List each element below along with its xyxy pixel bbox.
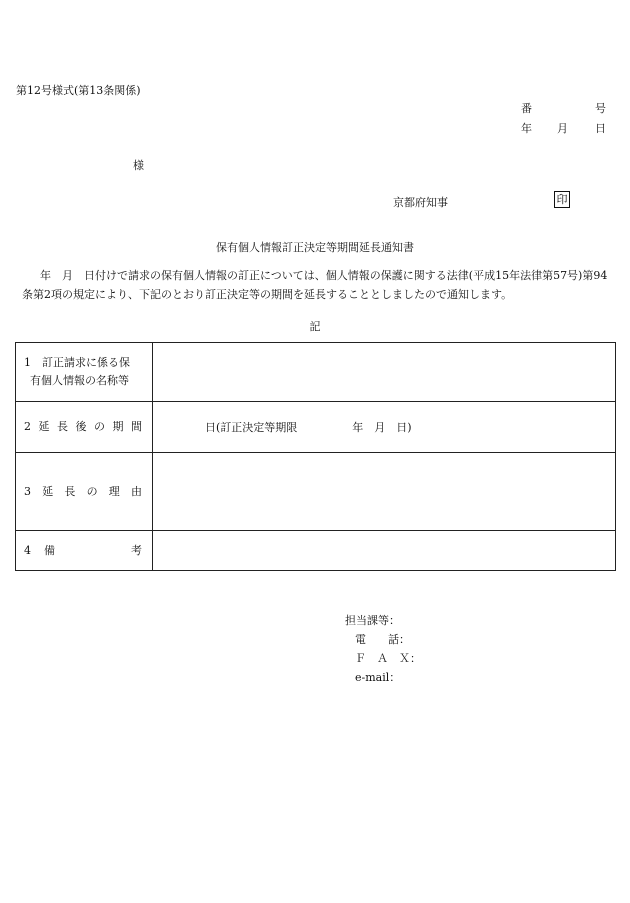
contact-email: e-mail： <box>355 671 401 684</box>
number-label: 番 <box>521 102 532 115</box>
label-char: 後 <box>75 420 87 433</box>
row-value-remarks[interactable] <box>153 531 616 571</box>
label-char: 備 <box>44 543 55 557</box>
row-label-remarks <box>16 531 153 571</box>
table-row <box>16 453 616 531</box>
label-char: 間 <box>131 420 142 433</box>
contact-block <box>345 611 421 687</box>
row-number: 2 <box>24 420 31 433</box>
details-table <box>15 342 616 571</box>
label-char: 延 <box>38 420 50 433</box>
label-line: 有個人情報の名称等 <box>30 374 129 387</box>
row-label-reason <box>16 453 153 531</box>
row-number: 4 <box>24 543 31 557</box>
date-month-label: 月 <box>557 122 568 135</box>
row-number: 3 <box>24 484 31 498</box>
row-value-subject[interactable] <box>153 343 616 402</box>
row-label-subject <box>16 343 153 402</box>
label-char: 延 <box>42 484 54 498</box>
contact-dept: 担当課等： <box>345 614 400 627</box>
label-char: 理 <box>108 484 120 498</box>
label-char: 期 <box>112 420 124 433</box>
label-char: 考 <box>131 543 142 557</box>
row-label-period <box>16 402 153 453</box>
contact-tel: 電 話： <box>355 633 410 646</box>
number-suffix: 号 <box>595 102 606 115</box>
label-char: 長 <box>57 420 68 433</box>
table-row <box>16 531 616 571</box>
label-char: 由 <box>130 484 142 498</box>
notice-body: 年 月 日付けで請求の保有個人情報の訂正については、個人情報の保護に関する法律(平成15年法律第57号)第94条第2項の規定により、下記のとおり訂正決定等の期間を延長することとしましたので通知します。 <box>22 269 608 301</box>
row-value-reason[interactable] <box>153 453 616 531</box>
addressee-suffix: 様 <box>133 159 144 172</box>
issuer-name: 京都府知事 <box>393 196 448 209</box>
label-char: 長 <box>64 484 76 498</box>
table-row <box>16 343 616 402</box>
date-year-label: 年 <box>521 122 532 135</box>
label-line: 1 訂正請求に係る保 <box>24 356 130 369</box>
date-day-label: 日 <box>595 122 606 135</box>
document-title: 保有個人情報訂正決定等期間延長通知書 <box>216 241 414 254</box>
table-row <box>16 402 616 453</box>
row-value-period[interactable]: 日(訂正決定等期限 年 月 日) <box>153 402 616 453</box>
label-char: の <box>86 484 98 498</box>
form-number: 第12号様式(第13条関係) <box>16 84 141 97</box>
seal-box: 印 <box>554 191 570 208</box>
contact-fax: Ｆ Ａ Ｘ： <box>355 652 421 665</box>
ki-marker: 記 <box>309 320 321 333</box>
label-char: の <box>94 420 105 433</box>
